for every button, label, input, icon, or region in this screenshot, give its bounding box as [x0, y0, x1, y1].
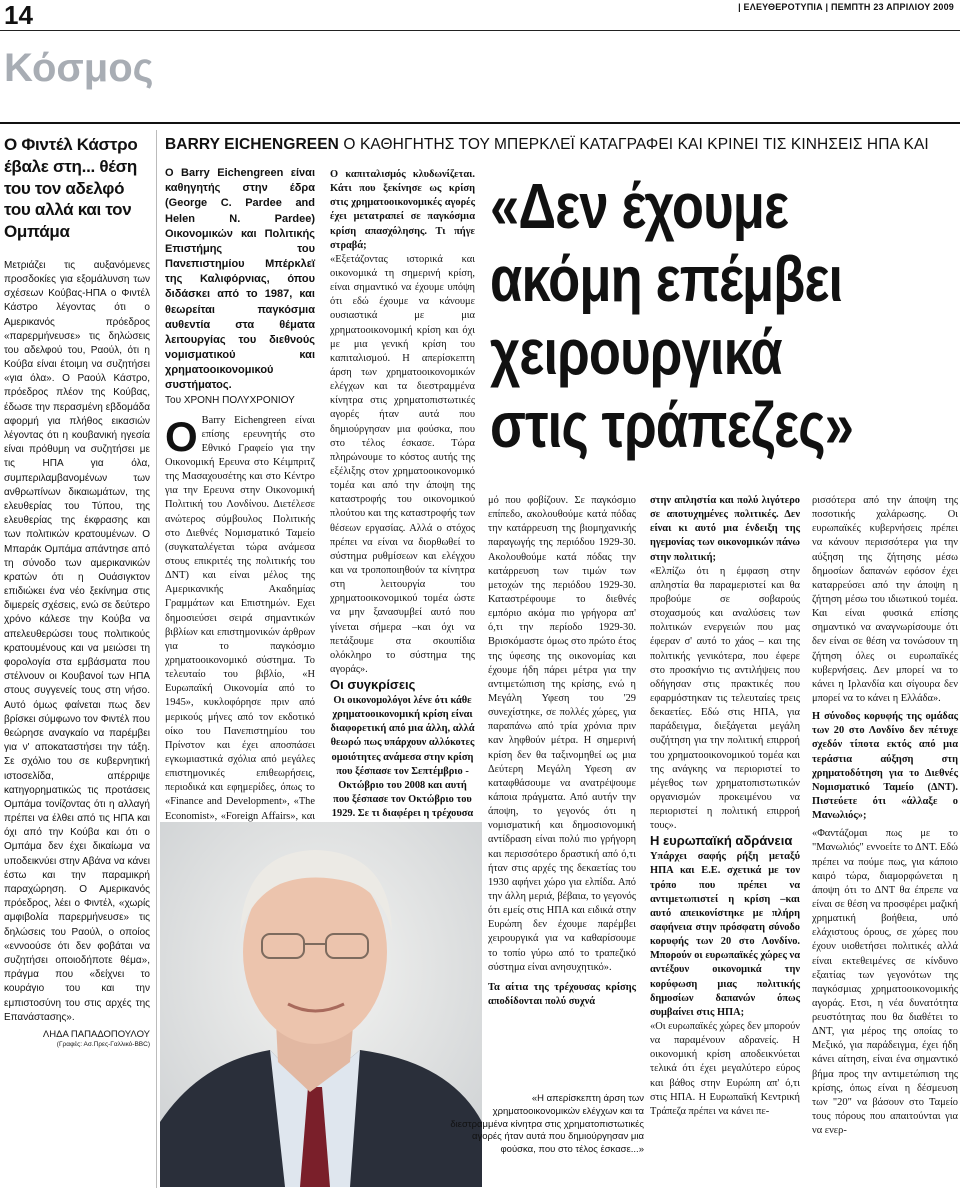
question-4: Υπάρχει σαφής ρήξη μεταξύ ΗΠΑ και Ε.Ε. σχετικά με τον τρόπο που πρέπει να αντιμετωπιστεί η κρίση –και αυτό απεικονίστηκε με πλήρη σαφήνεια στην πρόσφατη σύνοδο κορυφής των 20 στο Λονδίνο. Μπορούν οι ευρωπαϊκές χώρες να αντέξουν οικονομικά την κορύφωση μιας πολιτικής δημοσίων δαπανών όπως συμβαίνει στις ΗΠΑ;	[650, 851, 800, 1018]
column-5-text: ρισσότερα από την άποψη της ποσοτικής χαλάρωσης. Οι ευρωπαϊκές κυβερνήσεις πρέπει να κάνουν περισσότερα για την αύξηση της ζήτησης μέσω δημοσίων δαπανών εφόσον έχει καταρρεύσει από την άποψη η ζήτηση μέσω του ιδιωτικού τομέα. Και είναι φυσικά επίσης σημαντικό να αναγνωρίσουμε ότι δεν είναι σε θέση να τονώσουν τη ζήτηση όλες οι ευρωπαϊκές κυβερνήσεις. Δεν μπορεί να το κάνει η Ιρλανδία και σίγουρα δεν μπορεί να το κάνει η Ελλάδα».	[812, 495, 958, 704]
article-column-3	[488, 494, 636, 1084]
top-rule	[0, 30, 960, 31]
sidebar-signature: ΛΗΔΑ ΠΑΠΑΔΟΠΟΥΛΟΥ	[42, 1028, 150, 1040]
column-1-text: Barry Eichengreen είναι επίσης ερευνητής στο Εθνικό Γραφείο για την Οικονομική Ερευνα στο Κέιμπριτζ της Μασαχουσέτης και στο Κέντρο για την Ερευνα στην Οικονομική Πολιτική του Λονδίνου. Διετέλεσε ανώτερος σύμβουλος Πολιτικής στο Διεθνές Νομισματικό Ταμείο (συγκαταλέγεται τώρα ανάμεσα στους επικριτές της πολιτικής του ΔΝΤ) και είναι μέλος της Αμερικανικής Ακαδημίας Γραμμάτων και Επιστημών. Εχει δημοσιεύσει σειρά σημαντικών βιβλίων και επιστημονικών άρθρων για το παγκόσμιο χρηματοοικονομικό σύστημα. Το τελευταίο του βιβλίο, «Η Ευρωπαϊκή Οικονομία από το 1945», κυκλοφόρησε πριν από μερικούς μήνες από τον εκδοτικό οίκο του Πανεπιστημίου του Πρίνστον και έχει αποσπάσει εγκωμιαστικά σχόλια από μεγάλες επιστημονικές επιθεωρήσεις, περιοδικά και εφημερίδες, όπως το «Finance and Development», «The Economist», «Foreign Affairs», και	[165, 414, 315, 822]
article-column-1	[165, 166, 315, 822]
section-title: Κόσμος	[4, 46, 154, 90]
headline-line-3: χειρουργικά	[490, 315, 782, 388]
answer-3: «Ελπίζω ότι η έμφαση στην απληστία θα παραμεριστεί και θα προβούμε σε σοβαρούς στοχασμούς και αναλύσεις των πολιτικών ενεργειών που μας έφεραν σ' αυτό το χάος – και της πολιτικής γενικότερα, που έφερε στο προσκήνιο τις αντιλήψεις που οδήγησαν στις πρακτικές που εφαρμόστηκαν τις τελευταίες τρεις δεκαετίες. Εδώ στις ΗΠΑ, για παράδειγμα, διεξάγεται μεγάλη συζήτηση για την πολιτική επιρροή του χρηματοοικονομικού τομέα και της ανάγκης να περιοριστεί το μέγεθος των χρηματοπιστωτικών οργανισμών προκειμένου να περιοριστεί η πολιτική επιρροή τους».	[650, 565, 800, 832]
question-3-continued: στην απληστία και πολύ λιγότερο σε αποτυχημένες πολιτικές. Δεν είναι κι αυτό μια ένδειξη της ηγεμονίας των οικονομικών πάνω στην πολιτική;	[650, 495, 800, 563]
running-head: | ΕΛΕΥΘΕΡΟΤΥΠΙΑ | ΠΕΜΠΤΗ 23 ΑΠΡΙΛΙΟΥ 2009	[738, 2, 954, 12]
section-rule	[0, 122, 960, 124]
article-bio: Ο Barry Eichengreen είναι καθηγητής στην έδρα (George C. Pardee and Helen N. Pardee) Οικονομικών και Πολιτικής Επιστήμης του Πανεπιστημίου Μπέρκλεϊ της Καλιφόρνιας, όπου διδάσκει από το 1987, και θεωρείται παγκόσμια αυθεντία στα θέματα λειτουργίας του διεθνούς νομισματικού και χρηματοοικονομικού συστήματος.	[165, 167, 315, 392]
page-number: 14	[4, 0, 33, 30]
subhead-european-inertia: Η ευρωπαϊκή αδράνεια	[650, 833, 793, 849]
portrait-illustration	[160, 822, 482, 1187]
headline-line-4: στις τράπεζες»	[490, 388, 854, 461]
headline-line-2: ακόμη επέμβει	[490, 242, 843, 315]
article-kicker	[165, 136, 960, 155]
sidebar-title: Ο Φιντέλ Κάστρο έβαλε στη... θέση του τον αδελφό του αλλά και τον Ομπάμα	[4, 135, 138, 241]
answer-1: «Εξετάζοντας ιστορικά και οικονομικά τη σημερινή κρίση, είναι σημαντικό να έχουμε υπόψη ότι εδώ έχουμε να κάνουμε ουσιαστικά με μια χρηματοοικονομική κρίση και όχι με μια γενική κρίση του καπιταλισμού. Η απερίσκεπτη άρση των χρηματοοικονομικών ελέγχων και τα διεστραμμένα κίνητρα στις χρηματοπιστωτικές αγορές ήταν αυτά που δημιούργησαν μια φούσκα, που στο τέλος έσκασε. Τώρα πληρώνουμε το κόστος αυτής της εξέλιξης στον χρηματοοικονομικό τομέα και από την άποψη της καταστροφής του οικονομικού πλούτου και της καταστροφής των θέσεων εργασίας. Αλλά ο στόχος πρέπει να είναι να διορθωθεί το σύστημα ρυθμίσεων και ελέγχου και να τροποποιηθούν τα κίνητρα στη λειτουργία του χρηματοοικονομικού τομέα ώστε να μην ξανασυμβεί αυτό που γίνεται σήμερα –και όχι να πετάξουμε στα σκουπίδια ολόκληρο το σύστημα της αγοράς».	[330, 253, 475, 675]
article-column-5	[812, 494, 958, 1184]
sidebar-story	[4, 134, 150, 1184]
kicker-text: Ο ΚΑΘΗΓΗΤΗΣ ΤΟΥ ΜΠΕΡΚΛΕΪ ΚΑΤΑΓΡΑΦΕΙ ΚΑΙ ΚΡΙΝΕΙ ΤΙΣ ΚΙΝΗΣΕΙΣ ΗΠΑ ΚΑΙ	[343, 136, 929, 153]
question-2: Οι οικονομολόγοι λένε ότι κάθε χρηματοοικονομική κρίση είναι διαφορετική από μια άλλη, αλλά θεωρώ πως υπάρχουν αλλόκοτες ομοιότητες ανάμεσα στην κρίση που ξέσπασε τον Σεπτέμβριο - Οκτώβριο του 2008 και αυτή που ξέσπασε τον Οκτώβριο του 1929. Σε τι διαφέρει η τρέχουσα	[330, 694, 475, 820]
question-5: Η σύνοδος κορυφής της ομάδας των 20 στο Λονδίνο δεν πέτυχε σχεδόν τίποτα εκτός από μια τεράστια αύξηση στη χρηματοδότηση για το Διεθνές Νομισματικό Ταμείο (ΔΝΤ). Πιστεύετε ότι «άλλαξε ο Μανωλιός»;	[812, 711, 958, 822]
column-divider	[156, 130, 157, 1188]
answer-4: «Οι ευρωπαϊκές χώρες δεν μπορούν να παραμένουν αδρανείς. Η οικονομική κρίση αποδεικνύεται τελικά ότι έχει μεγαλύτερο εύρος και βάθος στην Ευρώπη απ' ό,τι στις ΗΠΑ. Η Ευρωπαϊκή Κεντρική Τράπεζα πρέπει να κάνει πε-	[650, 1020, 800, 1117]
question-3: Τα αίτια της τρέχουσας κρίσης αποδίδονται πολύ συχνά	[488, 981, 636, 1007]
article-column-4	[650, 494, 800, 1184]
question-1: Ο καπιταλισμός κλυδωνίζεται. Κάτι που ξεκίνησε ως κρίση στις χρηματοοικονομικές αγορές έχει μετατραπεί σε παγκόσμια κρίση απασχόλησης. Τι πήγε στραβά;	[330, 169, 475, 251]
pull-quote: «Η απερίσκεπτη άρση των χρηματοοικονομικών ελέγχων και τα διεστραμμένα κίνητρα στις χρηματοπιστωτικές αγορές ήταν αυτά που δημιούργησαν μια φούσκα, που στο τέλος έσκασε...»	[450, 1093, 644, 1156]
answer-5: «Φαντάζομαι πως με το "Μανωλιός" εννοείτε το ΔΝΤ. Εδώ πρέπει να πούμε πως, για κάποιο καιρό τώρα, διαμορφώνεται η άποψη ότι το ΔΝΤ θα έπρεπε να είναι σε θέση να προσφέρει μαζική χρηματική βοήθεια, υπό ελάχιστους όρους, σε χώρες που έχουν υιοθετήσει πολιτικές αλλά είναι εκτεθειμένες σε κίνδυνο εξαιτίας των γεγονότων της παγκόσμιας χρηματοοικονομικής αγοράς. Ετσι, η νέα δυνατότητα ρευστότητας που θα διαθέτει το ΔΝΤ, για μέρος της οποίας το Μεξικό, για παράδειγμα, έχει ήδη κάνει αίτηση, είναι ένα σημαντικό βήμα προς την αντιμετώπιση της κρίσης, όπως είναι η δέσμευση των "20" να βάσουν στο Ταμείο τους πόρους που απαιτούνται για να ενερ-	[812, 828, 959, 1137]
drop-cap: Ο	[165, 412, 198, 460]
kicker-name: BARRY EICHENGREEN	[165, 136, 339, 153]
sidebar-body: Μετριάζει τις αυξανόμενες προσδοκίες για εξομάλυνση των σχέσεων Κούβας-ΗΠΑ ο Φιντέλ Κάστρο λέγοντας ότι ο Αμερικανός πρόεδρος «παρερμήνευσε» τις δηλώσεις του αδελφού του, Ραούλ, ότι η Κούβα είναι έτοιμη να συζητήσει «για όλα». Ο Ραούλ Κάστρο, πρόεδρος πλέον της Κούβας, έδωσε την περασμένη εβδομάδα αφορμή για πλήθος εικασιών λέγοντας ότι η κουβανική ηγεσία είναι πρόθυμη να συζητήσει με τις ΗΠΑ για όλα, συμπεριλαμβανομένων των ανθρωπίνων δικαιωμάτων, της ελευθερίας του Τύπου, της ελευθερίας της έκφρασης και των πολιτικών κρατουμένων. Ο Μπαράκ Ομπάμα απάντησε από τη σύνοδο των αμερικανικών κρατών ότι η Ουάσιγκτον επιδιώκει ένα νέο ξεκίνημα στις διμερείς σχέσεις, ενώ σε δεύτερο χρόνο κάλεσε την Κούβα να απελευθερώσει τους πολιτικούς κρατουμένους και να μειώσει τη φορολογία στα εμβάσματα που στέλνουν οι Κουβανοί των ΗΠΑ στους συγγενείς τους στη νήσο. Αυτό όμως φαίνεται πως δεν βρίσκει σύμφωνο τον Φιντέλ που θεώρησε αναγκαίο να παρέμβει για ν' αποκαταστήσει την τάξη. Σε σχόλιο του σε κυβερνητική ιστοσελίδα, απέρριψε κατηγορηματικώς τις προτάσεις Ομπάμα τονίζοντας ότι η αλλαγή πρέπει να έλθει από τις ΗΠΑ και όχι από την Κούβα και ότι ο Ομπάμα δεν έχει δικαίωμα να υποδεικνύει στην Αβάνα να κάνει έστω και την παραμικρή παραχώρηση. Ο Αμερικανός πρόεδρος, λέει ο Φιντέλ, «χωρίς αμφιβολία παρερμήνευσε» τις δηλώσεις του Ραούλ, ο οποίος «εννοούσε ότι δεν φοβάται να συζητήσει οποιοδήποτε θέμα», πράγμα που «δείχνει το κουράγιο του και την εμπιστοσύνη του στις αρχές της Επανάστασης».	[4, 259, 150, 1023]
subhead-comparisons: Οι συγκρίσεις	[330, 677, 416, 693]
headline-line-1: «Δεν έχουμε	[490, 170, 789, 242]
portrait-photo	[160, 822, 482, 1187]
sidebar-photo-credit: (Γραφές: Ασ.Πρες-Γαλλικό-BBC)	[56, 1041, 150, 1049]
article-headline	[490, 170, 875, 462]
article-byline: Του ΧΡΟΝΗ ΠΟΛΥΧΡΟΝΙΟΥ	[165, 394, 295, 406]
column-3-text: μό που φοβίζουν. Σε παγκόσμιο επίπεδο, ακολουθούμε κατά πόδας την κατάρρευση της βιομηχανικής παραγωγής της περιόδου 1929-30. Ακολουθούμε κατά πόδας την κατάρρευση των τιμών των μετοχών της περιόδου 1929-30. Καταστρέφουμε το διεθνές εμπόριο ακόμα πιο γρήγορα απ' ό,τι την περίοδο 1929-30. Βρισκόμαστε όμως στο πρώτο έτος της ύφεσης της οικονομίας και έχουμε ήδη πάρει μέτρα για την αντιμετώπιση της κρίσης, ενώ η Μεγάλη Υφεση του '29 συνεχίστηκε, σε πολλές χώρες, για παραπάνω από τρία χρόνια πριν καν ληφθούν μέτρα. Η σημερινή κρίση δεν θα ταξινομηθεί ως μια Δεύτερη Μεγάλη Υφεση αν καταφθάσουμε να ανατρέψουμε κάποια πράγματα. Από αυτήν την άποψη, το γεγονός ότι η νομισματική και δημοσιονομική αντίδραση είναι πολύ πιο γρήγορη και περισσότερο δραστική από ό,τι ήταν στις αρχές της δεκαετίας του 1930 αφήνει χώρο για ελπίδα. Από την άλλη μεριά, βέβαια, το γεγονός ότι εμείς στις ΗΠΑ και ειδικά στην Ευρώπη δεν έχουμε παρέμβει χειρουργικά για να καθαρίσουμε το τοπίο γύρω από το τραπεζικό σύστημα είναι ανησυχητικό».	[488, 495, 636, 973]
